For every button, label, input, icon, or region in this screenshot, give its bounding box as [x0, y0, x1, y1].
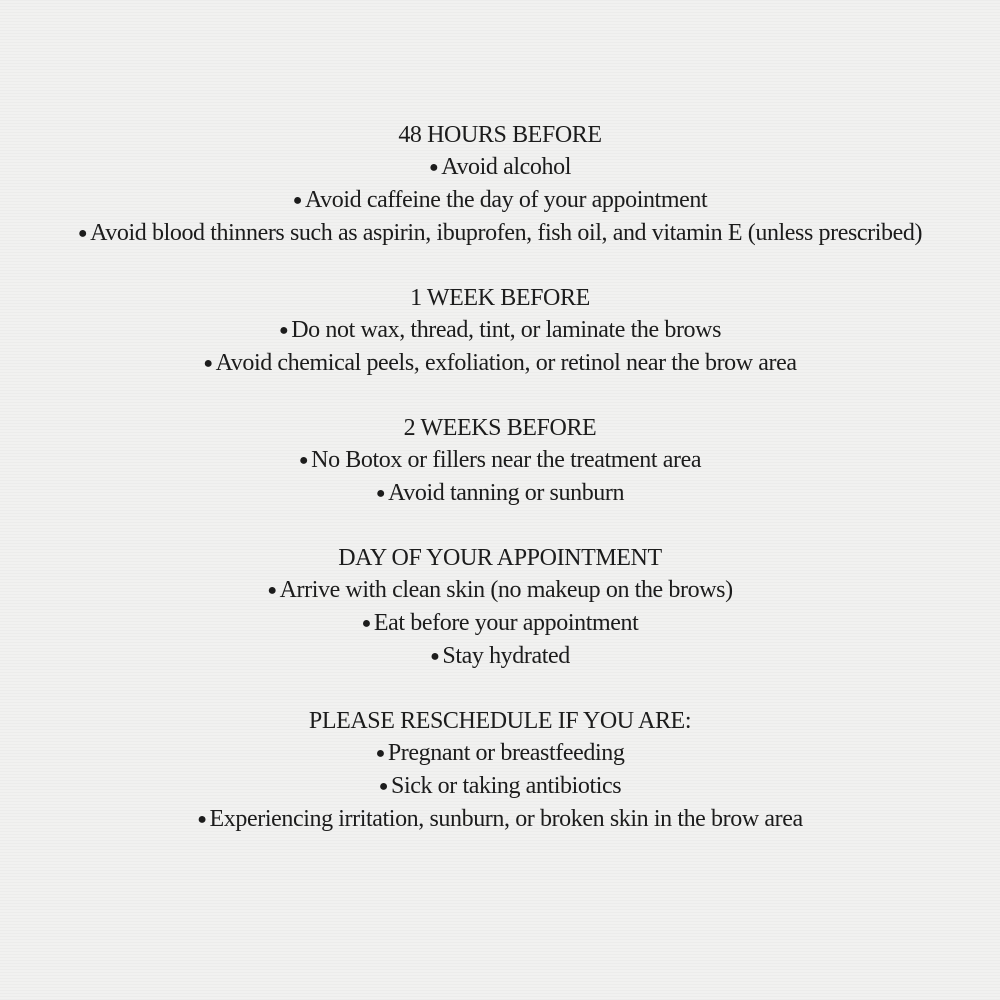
list-item-text: Sick or taking antibiotics [391, 773, 622, 799]
list-item-text: Arrive with clean skin (no makeup on the brows) [279, 577, 733, 603]
list-item [65, 607, 935, 640]
bullet-icon: ● [197, 811, 207, 828]
list-item-text: Avoid chemical peels, exfoliation, or retinol near the brow area [215, 350, 797, 376]
list-item [65, 737, 935, 770]
bullet-icon: ● [429, 159, 439, 176]
bullet-icon: ● [267, 582, 277, 599]
bullet-icon: ● [378, 778, 389, 795]
bullet-icon: ● [292, 192, 303, 209]
list-item [65, 217, 935, 250]
instruction-section [0, 542, 1000, 673]
list-item-text: Eat before your appointment [373, 610, 639, 636]
list-item [65, 803, 935, 836]
section-heading: PLEASE RESCHEDULE IF YOU ARE: [308, 708, 692, 734]
list-item [65, 574, 935, 607]
bullet-icon: ● [298, 452, 309, 469]
list-item [65, 770, 935, 803]
list-item [65, 347, 935, 380]
list-item-text: Avoid caffeine the day of your appointment [305, 187, 708, 213]
list-item-text: Avoid alcohol [441, 154, 571, 180]
bullet-icon: ● [430, 648, 440, 665]
list-item-text: Experiencing irritation, sunburn, or broken skin in the brow area [209, 806, 803, 832]
list-item [65, 444, 935, 477]
bullet-icon: ● [278, 322, 289, 339]
bullet-icon: ● [77, 225, 88, 242]
bullet-icon: ● [375, 485, 386, 502]
list-item-text: Do not wax, thread, tint, or laminate the brows [291, 317, 722, 343]
list-item [65, 151, 935, 184]
instruction-section [0, 119, 1000, 250]
section-heading: DAY OF YOUR APPOINTMENT [338, 545, 662, 571]
bullet-icon: ● [361, 615, 371, 632]
list-item [65, 640, 935, 673]
list-item-text: Pregnant or breastfeeding [387, 740, 625, 766]
list-item [65, 477, 935, 510]
instruction-section [0, 412, 1000, 510]
list-item-text: Avoid blood thinners such as aspirin, ibuprofen, fish oil, and vitamin E (unless prescribed) [90, 220, 923, 246]
bullet-icon: ● [203, 355, 213, 372]
section-heading: 2 WEEKS BEFORE [403, 415, 597, 441]
section-heading: 48 HOURS BEFORE [398, 122, 602, 148]
list-item [65, 184, 935, 217]
bullet-icon: ● [375, 745, 385, 762]
list-item [65, 314, 935, 347]
instruction-section [0, 282, 1000, 380]
instructions-document [0, 119, 1000, 868]
section-heading: 1 WEEK BEFORE [410, 285, 590, 311]
list-item-text: Avoid tanning or sunburn [388, 480, 625, 506]
list-item-text: No Botox or fillers near the treatment area [311, 447, 702, 473]
instruction-section [0, 705, 1000, 836]
list-item-text: Stay hydrated [442, 643, 570, 669]
